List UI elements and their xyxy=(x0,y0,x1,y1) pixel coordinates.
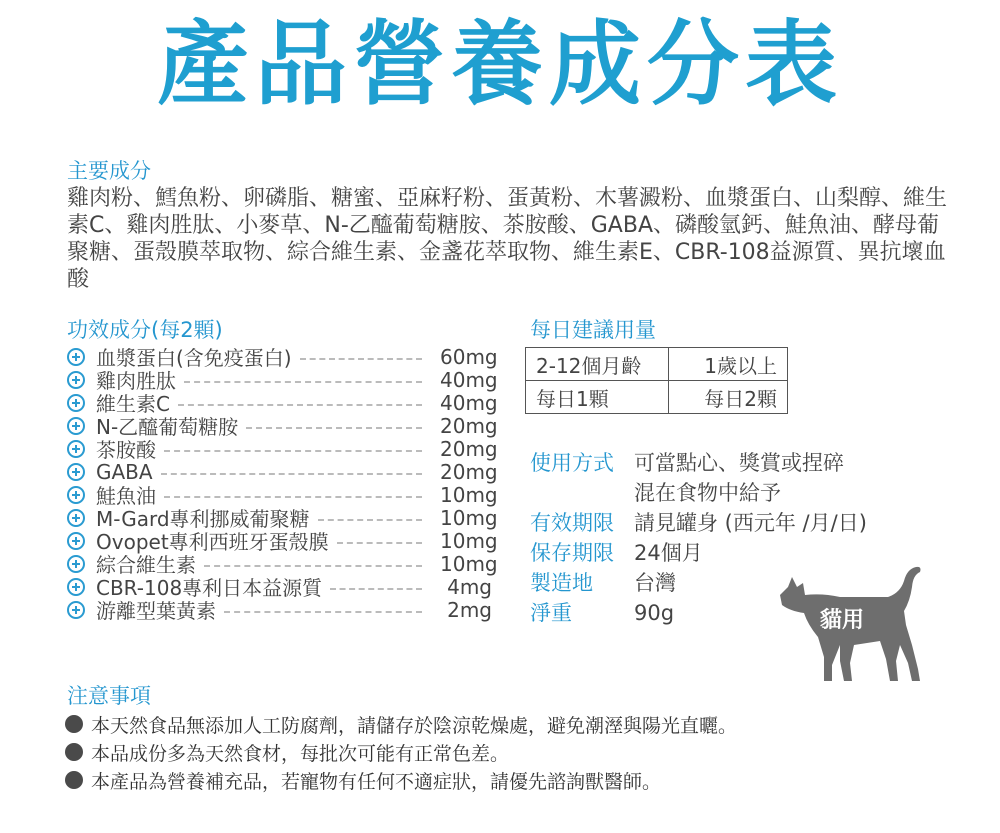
usage-label: 保存期限 xyxy=(530,541,614,565)
usage-row xyxy=(530,448,867,478)
note-item xyxy=(65,738,737,766)
main-ingredients-heading: 主要成分 xyxy=(67,159,151,183)
effective-name: Ovopet專利西班牙蛋殼膜 xyxy=(96,530,329,554)
effective-name: 雞肉胜肽 xyxy=(96,369,176,393)
effective-amount: 2mg xyxy=(447,597,492,622)
effective-amount: 10mg xyxy=(440,551,498,576)
plus-circle-icon xyxy=(67,578,85,596)
usage-value: 台灣 xyxy=(634,571,676,595)
usage-label xyxy=(530,478,634,508)
cat-badge-text: 貓用 xyxy=(819,608,865,633)
usage-label: 有效期限 xyxy=(530,511,614,535)
dotted-leader xyxy=(300,358,422,360)
notes-heading: 注意事項 xyxy=(67,684,151,708)
usage-value: 90g xyxy=(634,601,675,625)
effective-name: 茶胺酸 xyxy=(96,438,156,462)
dosage-cell: 每日1顆 xyxy=(526,381,669,414)
dosage-table xyxy=(525,347,788,414)
plus-circle-icon xyxy=(67,348,85,366)
effective-amount: 40mg xyxy=(440,390,498,415)
dotted-leader xyxy=(164,496,422,498)
effective-amount: 4mg xyxy=(447,574,492,599)
effective-amount: 10mg xyxy=(440,505,498,530)
plus-circle-icon xyxy=(67,417,85,435)
usage-row xyxy=(530,508,867,538)
note-text: 本品成份多為天然食材，每批次可能有正常色差。 xyxy=(91,742,510,765)
usage-value: 混在食物中給予 xyxy=(634,481,781,505)
usage-label: 製造地 xyxy=(530,571,593,595)
note-text: 本產品為營養補充品，若寵物有任何不適症狀，請優先諮詢獸醫師。 xyxy=(91,770,662,793)
effective-amount: 10mg xyxy=(440,528,498,553)
effective-amount: 20mg xyxy=(440,413,498,438)
usage-row xyxy=(530,538,867,568)
usage-row xyxy=(530,478,867,508)
effective-amount: 10mg xyxy=(440,482,498,507)
page-title: 產品營養成分表 xyxy=(156,11,843,118)
dotted-leader xyxy=(204,565,422,567)
dosage-cell: 每日2顆 xyxy=(669,381,788,414)
effective-amount: 20mg xyxy=(440,436,498,461)
usage-value: 可當點心、獎賞或捏碎 xyxy=(634,451,844,475)
effective-row xyxy=(67,436,498,462)
plus-circle-icon xyxy=(67,486,85,504)
plus-circle-icon xyxy=(67,555,85,573)
dotted-leader xyxy=(224,611,422,613)
note-item xyxy=(65,710,737,738)
effective-name: 游離型葉黃素 xyxy=(96,599,216,623)
note-text: 本天然食品無添加人工防腐劑，請儲存於陰涼乾燥處，避免潮溼與陽光直曬。 xyxy=(91,714,738,737)
bullet-icon xyxy=(65,771,83,789)
dotted-leader xyxy=(330,588,422,590)
dotted-leader xyxy=(246,427,422,429)
usage-value: 24個月 xyxy=(634,541,703,565)
dosage-header-row xyxy=(526,348,788,381)
effective-name: 綜合維生素 xyxy=(96,553,196,577)
effective-name: GABA xyxy=(96,459,153,484)
bullet-icon xyxy=(65,715,83,733)
dosage-cell: 1歲以上 xyxy=(669,348,788,381)
effective-amount: 40mg xyxy=(440,367,498,392)
dosage-heading: 每日建議用量 xyxy=(530,318,656,342)
effective-name: 血漿蛋白(含免疫蛋白) xyxy=(96,346,292,370)
usage-value: 請見罐身 (西元年 /月/日) xyxy=(634,511,867,535)
effective-row xyxy=(67,598,492,621)
effective-amount: 60mg xyxy=(440,344,498,369)
effective-name: 維生素C xyxy=(96,392,170,416)
effective-amount: 20mg xyxy=(440,459,498,484)
plus-circle-icon xyxy=(67,509,85,527)
plus-circle-icon xyxy=(67,394,85,412)
effective-name: CBR-108專利日本益源質 xyxy=(96,576,323,600)
dotted-leader xyxy=(178,404,422,406)
effective-heading: 功效成分(每2顆) xyxy=(67,318,223,342)
effective-ingredients-list xyxy=(67,344,498,623)
dosage-value-row xyxy=(526,381,788,414)
dosage-cell: 2-12個月齡 xyxy=(526,348,669,381)
effective-name: N-乙醯葡萄糖胺 xyxy=(96,415,239,439)
usage-label: 淨重 xyxy=(530,601,572,625)
plus-circle-icon xyxy=(67,440,85,458)
notes-list xyxy=(65,710,737,794)
plus-circle-icon xyxy=(67,371,85,389)
plus-circle-icon xyxy=(67,532,85,550)
plus-circle-icon xyxy=(67,601,85,619)
cat-icon xyxy=(770,565,930,687)
effective-name: M-Gard專利挪威葡聚糖 xyxy=(96,507,310,531)
dotted-leader xyxy=(337,542,422,544)
plus-circle-icon xyxy=(67,463,85,481)
dotted-leader xyxy=(164,450,422,452)
usage-label: 使用方式 xyxy=(530,451,614,475)
dotted-leader xyxy=(318,519,422,521)
main-ingredients-text: 雞肉粉、鱈魚粉、卵磷脂、糖蜜、亞麻籽粉、蛋黃粉、木薯澱粉、血漿蛋白、山梨醇、維生素C、雞肉胜肽、小麥草、N-乙醯葡萄糖胺、茶胺酸、GABA、磷酸氫鈣、鮭魚油、酵母葡聚糖、蛋殼膜萃取物、綜合維生素、金盞花萃取物、維生素E、CBR-108益源質、異抗壞血酸 xyxy=(67,186,948,292)
dotted-leader xyxy=(161,473,422,475)
note-item xyxy=(65,766,737,794)
effective-name: 鮭魚油 xyxy=(96,484,156,508)
dotted-leader xyxy=(184,381,422,383)
bullet-icon xyxy=(65,743,83,761)
